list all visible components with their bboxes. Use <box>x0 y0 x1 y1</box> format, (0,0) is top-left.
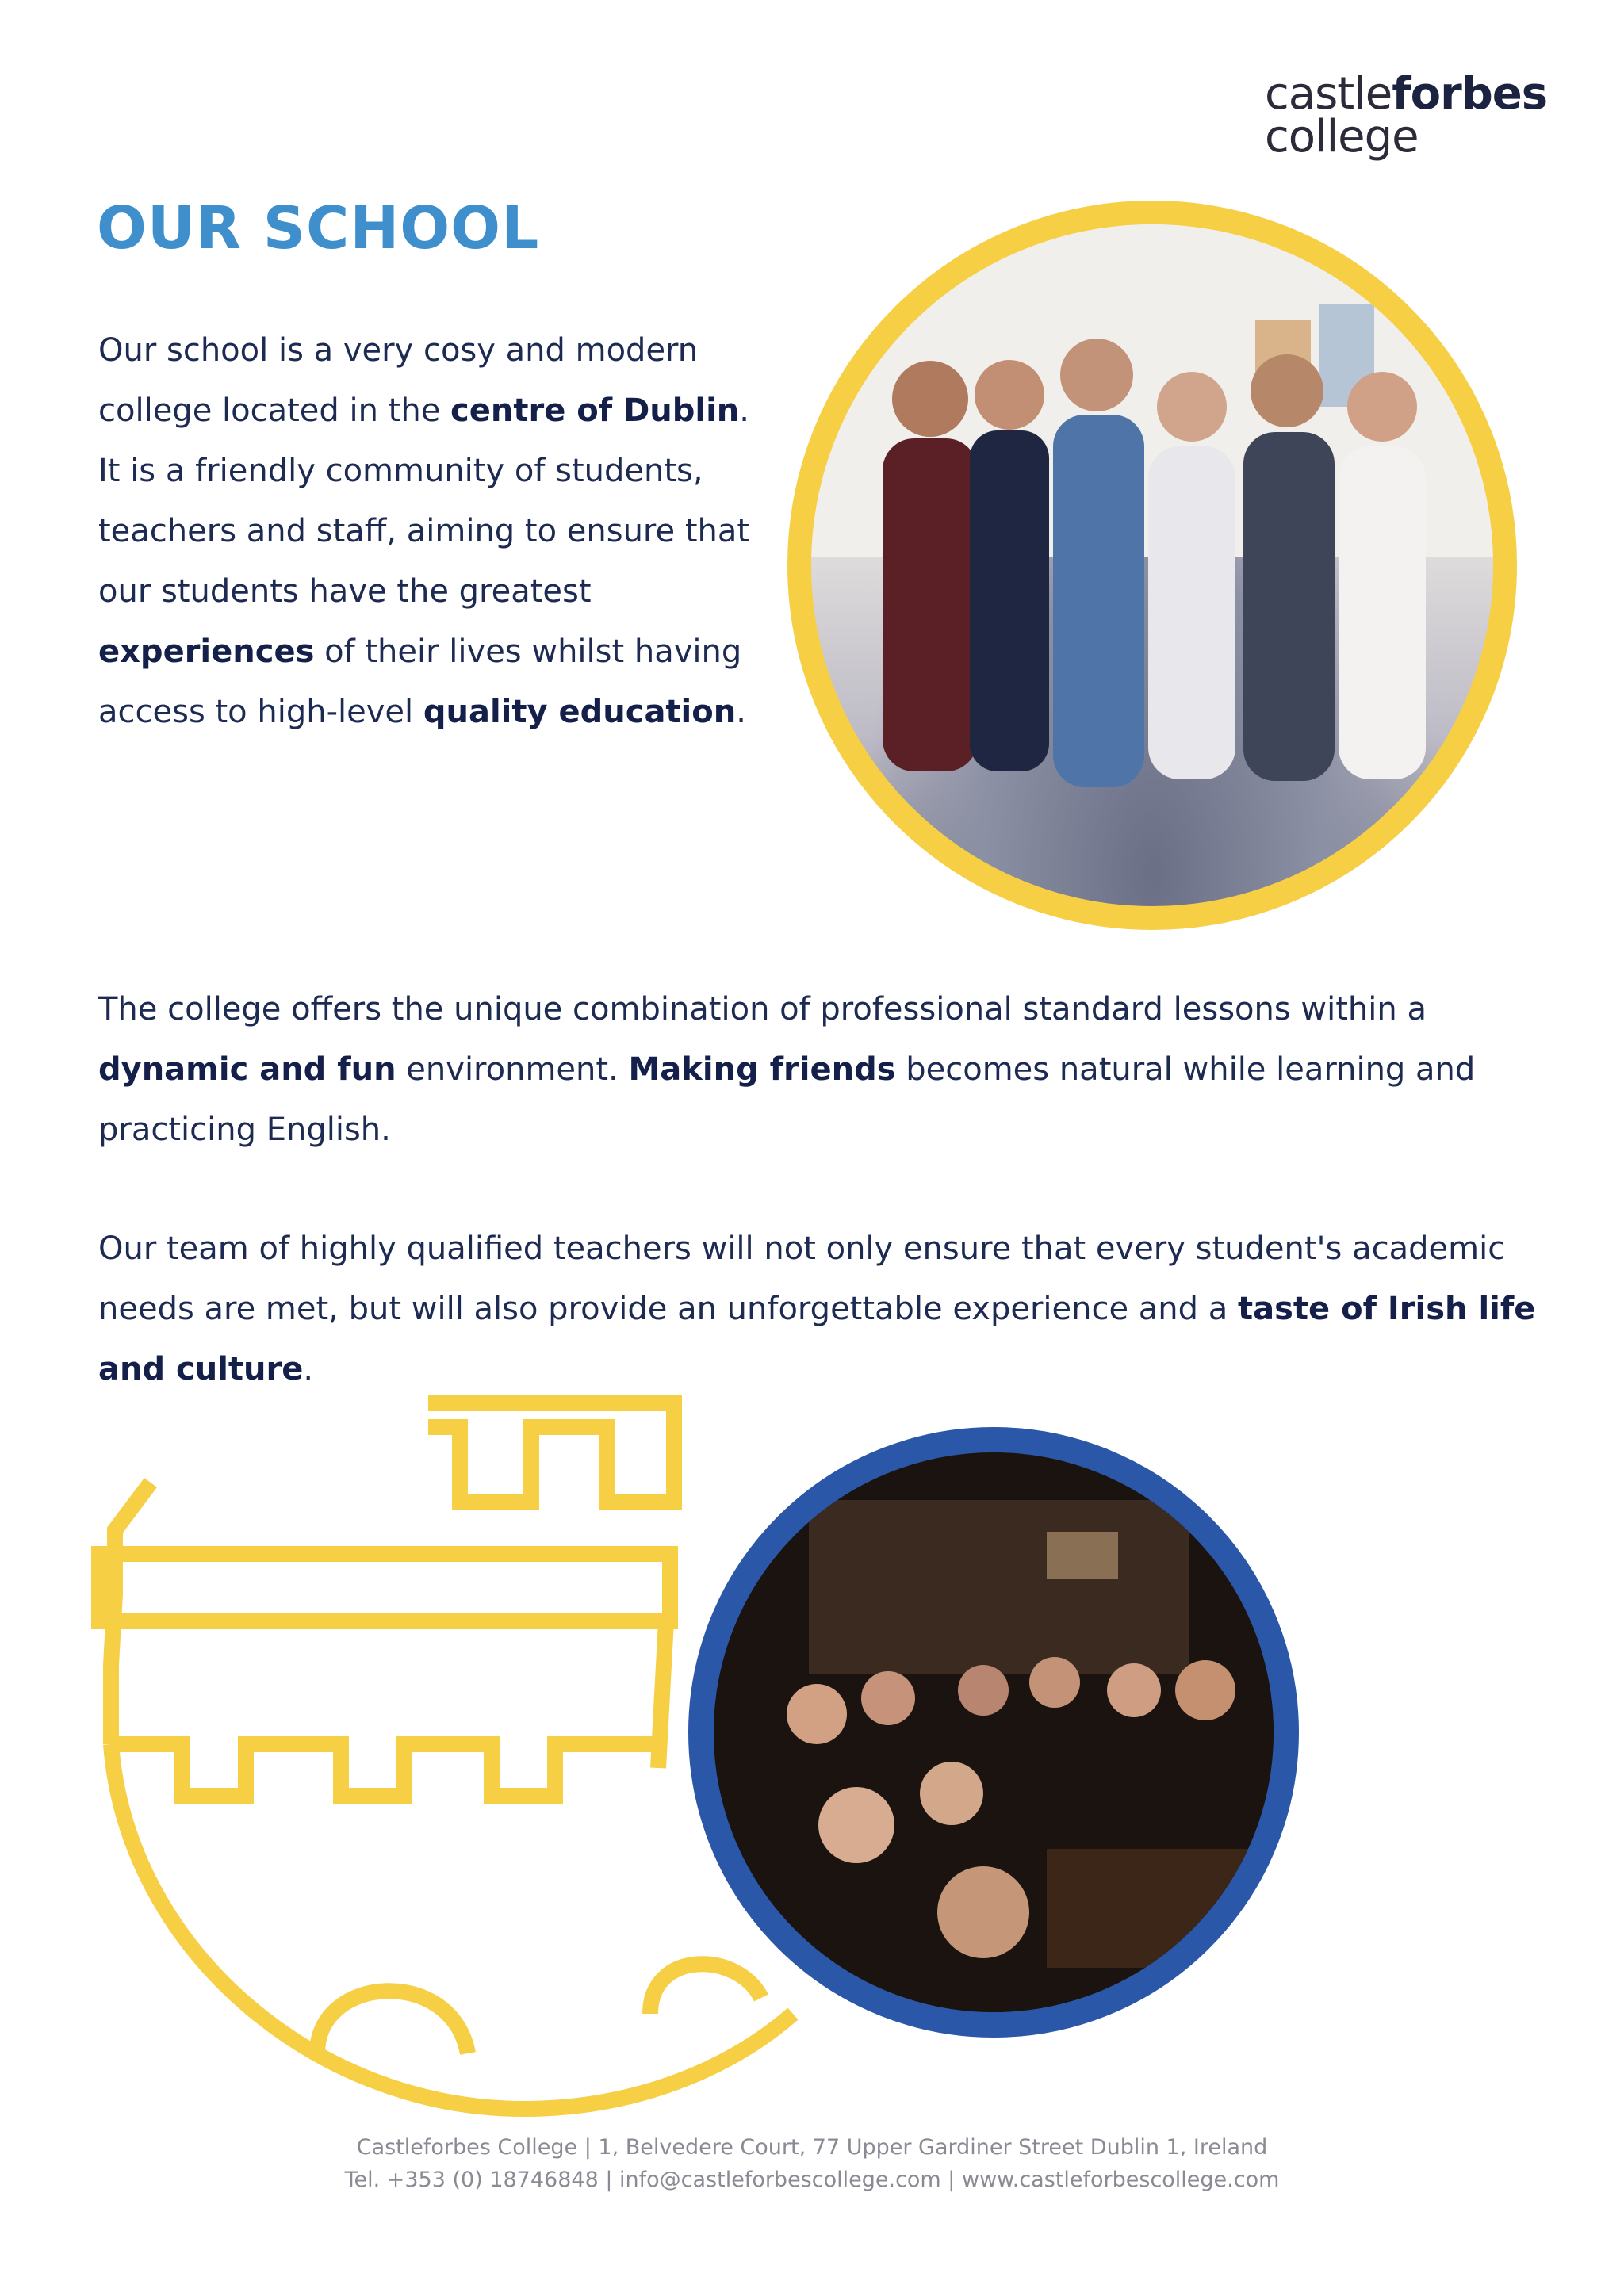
logo-castle: castle <box>1265 68 1392 120</box>
college-logo <box>1265 68 1566 163</box>
intro-text-3: of their lives whilst having access to high-level <box>98 633 742 730</box>
intro-period-2: . <box>736 694 746 730</box>
logo-college: college <box>1265 111 1419 163</box>
footer-contact: Tel. +353 (0) 18746848 | info@castleforbescollege.com | www.castleforbescollege.com <box>344 2168 1280 2192</box>
logo-forbes: forbes <box>1392 68 1548 120</box>
offer-paragraph <box>98 979 1549 1160</box>
group-photo-illustration <box>811 224 1493 906</box>
team-period: . <box>303 1351 314 1387</box>
offer-text-2: environment. <box>396 1051 629 1088</box>
pub-photo-illustration <box>714 1452 1274 2012</box>
footer-address: Castleforbes College | 1, Belvedere Court, 77 Upper Gardiner Street Dublin 1, Ireland <box>356 2135 1268 2160</box>
team-paragraph <box>98 1219 1549 1399</box>
offer-text-3: becomes natural while learning and practicing English. <box>98 1051 1476 1148</box>
team-text-1: Our team of highly qualified teachers will not only ensure that every student's academic needs are met, but will also provide an unforgettable experience and a <box>98 1230 1506 1327</box>
intro-text-2: It is a friendly community of students, teachers and staff, aiming to ensure that our students have the greatest <box>98 453 750 610</box>
intro-paragraph <box>98 320 780 742</box>
offer-text-1: The college offers the unique combination of professional standard lessons within a <box>98 991 1427 1027</box>
students-group-photo <box>787 201 1517 930</box>
intro-bold-quality: quality education <box>423 694 737 730</box>
pub-social-photo <box>688 1427 1299 2038</box>
offer-bold-dynamic: dynamic and fun <box>98 1051 396 1088</box>
intro-text-1: Our school is a very cosy and modern college located in the <box>98 332 699 429</box>
intro-bold-experiences: experiences <box>98 633 315 670</box>
offer-bold-friends: Making friends <box>628 1051 896 1088</box>
intro-period-1: . <box>739 392 750 429</box>
team-bold-irish: taste of Irish life and culture <box>98 1291 1536 1387</box>
page-title: OUR SCHOOL <box>97 194 540 262</box>
intro-bold-location: centre of Dublin <box>450 392 740 429</box>
